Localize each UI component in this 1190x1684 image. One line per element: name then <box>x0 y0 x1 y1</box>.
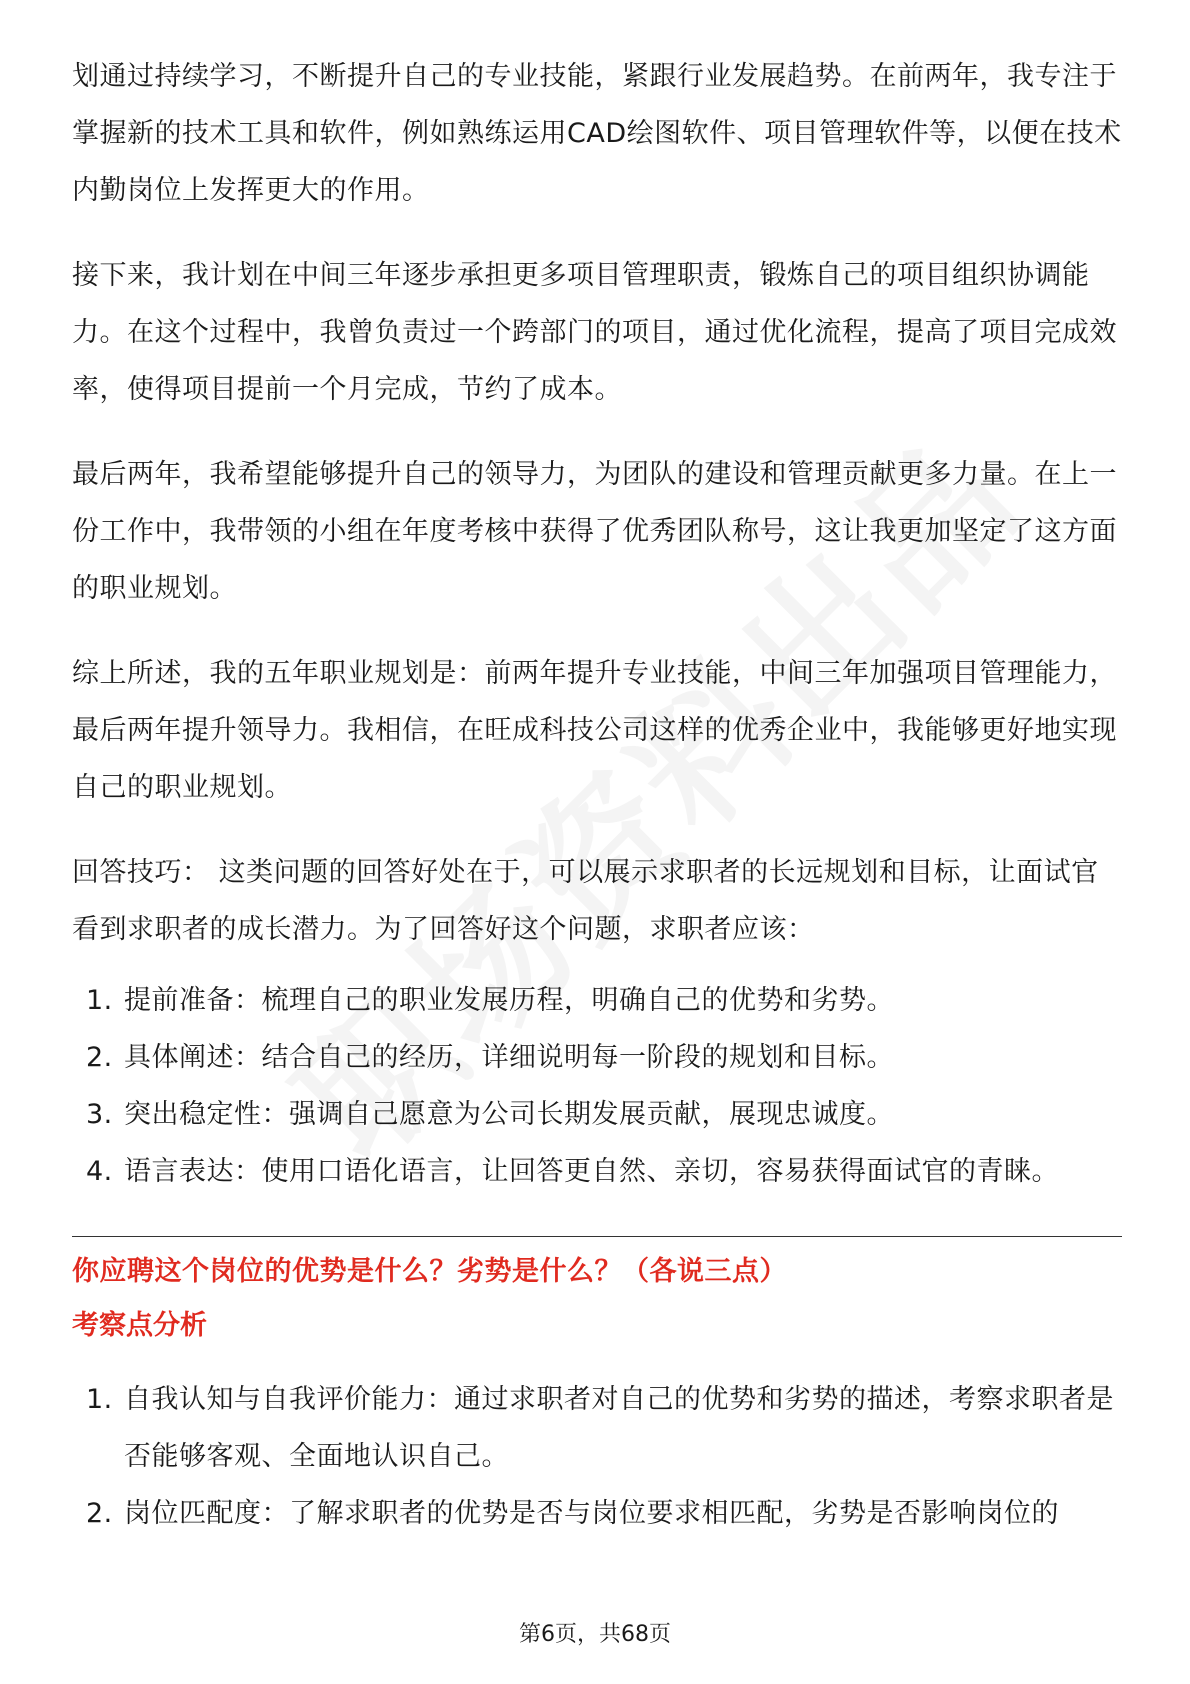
list-number: 2. <box>86 1042 113 1073</box>
interview-question-heading: 你应聘这个岗位的优势是什么？劣势是什么？（各说三点） <box>72 1256 787 1287</box>
analysis-list <box>72 1371 1122 1542</box>
list-item <box>72 1485 1122 1542</box>
list-item <box>72 1143 1122 1200</box>
list-item <box>72 972 1122 1029</box>
tips-list <box>72 972 1122 1200</box>
list-text: 岗位匹配度：了解求职者的优势是否与岗位要求相匹配，劣势是否影响岗位的 <box>124 1498 1059 1529</box>
analysis-heading: 考察点分析 <box>72 1310 207 1341</box>
list-number: 3. <box>86 1099 113 1130</box>
list-text: 提前准备：梳理自己的职业发展历程，明确自己的优势和劣势。 <box>124 985 894 1016</box>
list-text: 自我认知与自我评价能力：通过求职者对自己的优势和劣势的描述，考察求职者是否能够客观、全面地认识自己。 <box>124 1384 1114 1472</box>
list-text: 语言表达：使用口语化语言，让回答更自然、亲切，容易获得面试官的青睐。 <box>124 1156 1059 1187</box>
paragraph-career-plan-part1: 划通过持续学习，不断提升自己的专业技能，紧跟行业发展趋势。在前两年，我专注于掌握新的技术工具和软件，例如熟练运用CAD绘图软件、项目管理软件等，以便在技术内勤岗位上发挥更大的作用。 <box>72 61 1122 206</box>
list-item <box>72 1086 1122 1143</box>
list-number: 2. <box>86 1498 113 1529</box>
list-item <box>72 1029 1122 1086</box>
page-number-footer: 第6页，共68页 <box>519 1622 671 1647</box>
paragraph-career-plan-summary: 综上所述，我的五年职业规划是：前两年提升专业技能，中间三年加强项目管理能力，最后两年提升领导力。我相信，在旺成科技公司这样的优秀企业中，我能够更好地实现自己的职业规划。 <box>72 658 1117 803</box>
list-number: 4. <box>86 1156 113 1187</box>
list-number: 1. <box>86 985 113 1016</box>
page-content <box>72 48 1122 1542</box>
paragraph-answer-tips: 回答技巧： 这类问题的回答好处在于，可以展示求职者的长远规划和目标，让面试官看到求职者的成长潜力。为了回答好这个问题，求职者应该： <box>72 857 1099 945</box>
list-number: 1. <box>86 1384 113 1415</box>
paragraph-career-plan-part3: 最后两年，我希望能够提升自己的领导力，为团队的建设和管理贡献更多力量。在上一份工作中，我带领的小组在年度考核中获得了优秀团队称号，这让我更加坚定了这方面的职业规划。 <box>72 459 1117 604</box>
section-divider <box>72 1236 1122 1237</box>
list-text: 突出稳定性：强调自己愿意为公司长期发展贡献，展现忠诚度。 <box>124 1099 894 1130</box>
list-item <box>72 1371 1122 1485</box>
list-text: 具体阐述：结合自己的经历，详细说明每一阶段的规划和目标。 <box>124 1042 894 1073</box>
paragraph-career-plan-part2: 接下来，我计划在中间三年逐步承担更多项目管理职责，锻炼自己的项目组织协调能力。在这个过程中，我曾负责过一个跨部门的项目，通过优化流程，提高了项目完成效率，使得项目提前一个月完成，节约了成本。 <box>72 260 1117 405</box>
